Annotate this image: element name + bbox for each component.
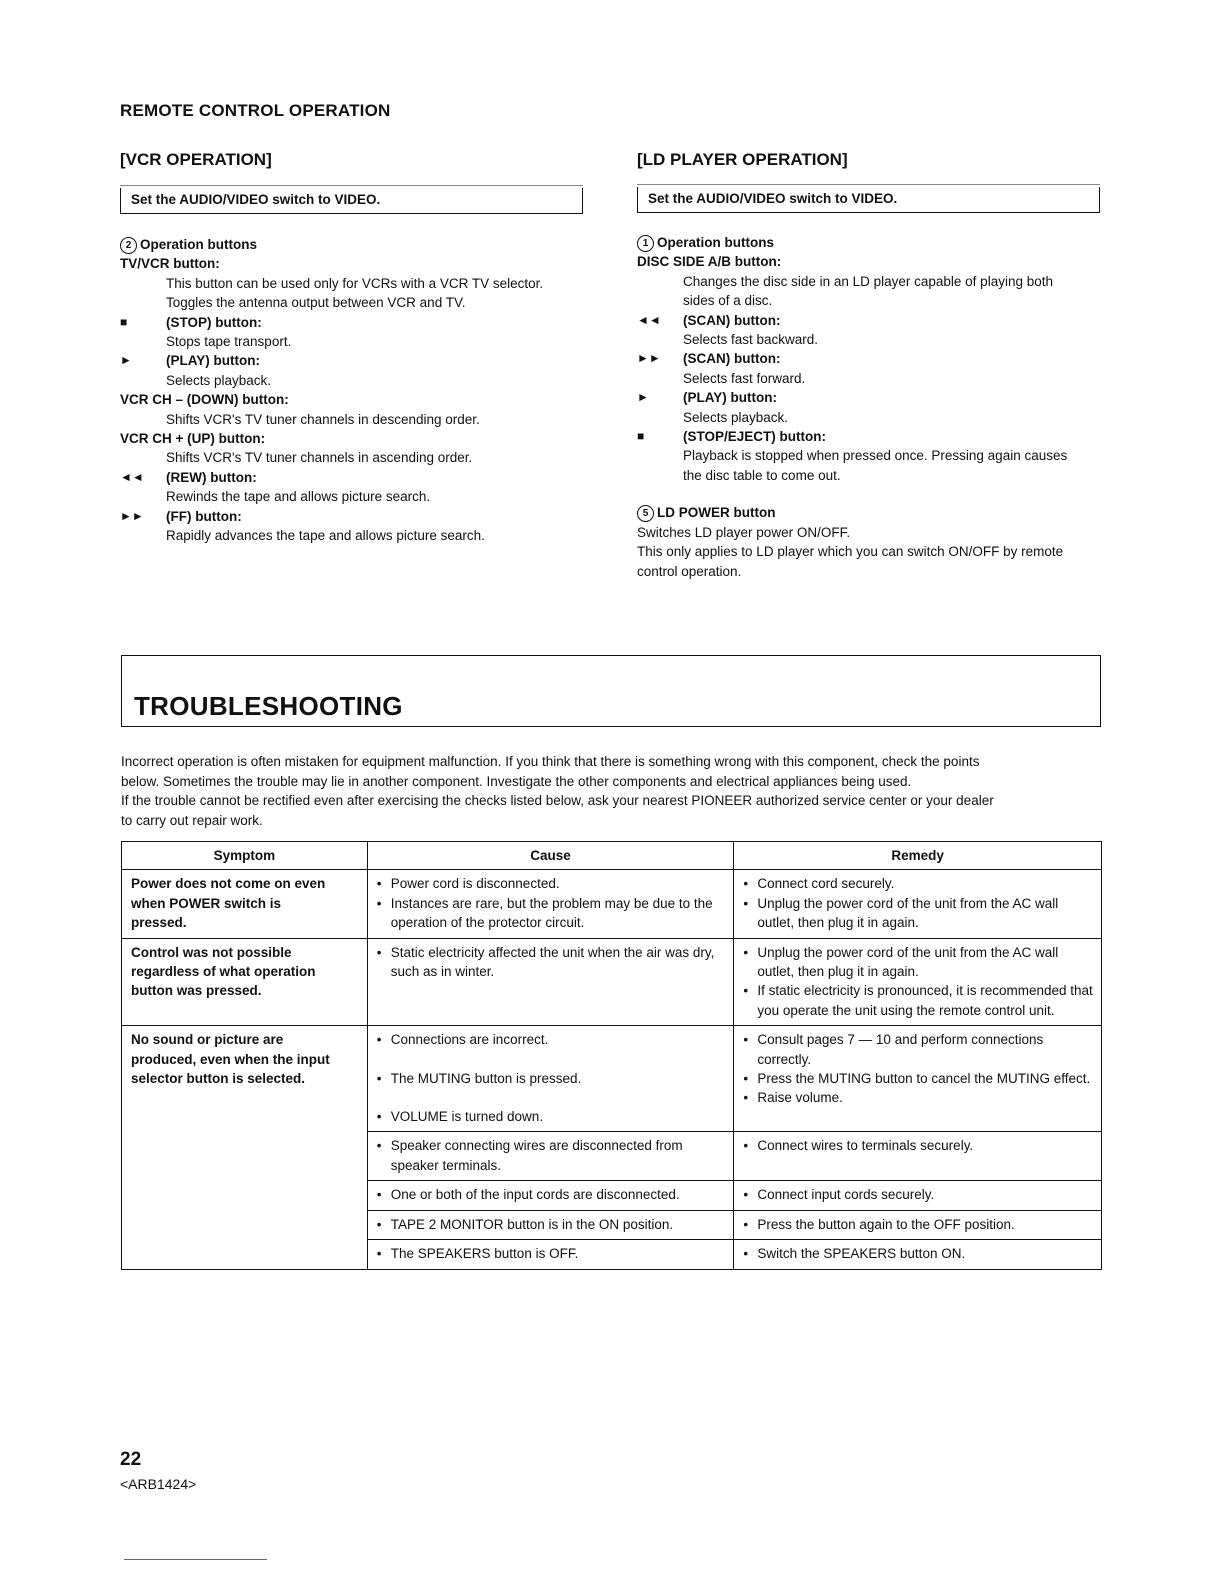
stop-icon: ■ <box>120 314 128 329</box>
vcr-item-desc: Shifts VCR's TV tuner channels in ascending order. <box>166 450 473 466</box>
vcr-item-desc: Stops tape transport. <box>166 334 292 350</box>
cause-item: • Instances are rare, but the problem may be due to the operation of the protector circuit. <box>377 894 726 933</box>
symptom-line: produced, even when the input <box>131 1051 330 1067</box>
ld-item-desc: sides of a disc. <box>683 293 773 309</box>
column-header-remedy: Remedy <box>734 842 1102 870</box>
remedy-cell <box>734 870 1102 938</box>
remedy-item: • Switch the SPEAKERS button ON. <box>743 1244 1093 1263</box>
ld-power-desc: control operation. <box>637 563 742 579</box>
ld-item-label: (SCAN) button: <box>683 351 781 367</box>
symptom-line: regardless of what operation <box>131 964 316 980</box>
ld-notice: Set the AUDIO/VIDEO switch to VIDEO. <box>637 187 1100 213</box>
vcr-heading: [VCR OPERATION] <box>120 150 272 169</box>
symptom-cell <box>122 870 368 938</box>
vcr-item-label: VCR CH + (UP) button: <box>120 431 266 447</box>
vcr-item-desc: This button can be used only for VCRs with a VCR TV selector. <box>166 275 544 291</box>
ld-item-label: DISC SIDE A/B button: <box>637 254 782 270</box>
circled-number: 1 <box>637 235 654 252</box>
remedy-item: • Unplug the power cord of the unit from the AC wall outlet, then plug it in again. <box>743 943 1093 982</box>
symptom-line: selector button is selected. <box>131 1071 306 1087</box>
cause-cell <box>367 1240 734 1269</box>
play-icon: ► <box>120 353 132 368</box>
vcr-operation-list <box>120 235 600 546</box>
remedy-cell <box>734 938 1102 1026</box>
symptom-line: Control was not possible <box>131 944 292 960</box>
vcr-notice: Set the AUDIO/VIDEO switch to VIDEO. <box>120 188 583 214</box>
symptom-line: when POWER switch is <box>131 895 282 911</box>
circled-number: 2 <box>120 237 137 254</box>
rewind-icon: ◄◄ <box>120 469 144 484</box>
cause-item: • Power cord is disconnected. <box>377 874 726 893</box>
circled-number: 5 <box>637 505 654 522</box>
troubleshooting-title: TROUBLESHOOTING <box>134 691 403 721</box>
ld-item-desc: Selects playback. <box>683 409 789 425</box>
cause-item: • The SPEAKERS button is OFF. <box>377 1244 726 1263</box>
remedy-item: • Raise volume. <box>743 1088 1093 1107</box>
remedy-item: • Press the button again to the OFF position. <box>743 1215 1093 1234</box>
table-header-row <box>122 842 1102 870</box>
ld-item-desc: Changes the disc side in an LD player capable of playing both <box>683 273 1053 289</box>
vcr-item-desc: Shifts VCR's TV tuner channels in descending order. <box>166 411 480 427</box>
vcr-item-label: (PLAY) button: <box>166 353 260 369</box>
vcr-group-title: Operation buttons <box>140 237 257 252</box>
column-header-cause: Cause <box>367 842 734 870</box>
intro-line: to carry out repair work. <box>121 812 263 828</box>
vcr-item-desc: Selects playback. <box>166 372 272 388</box>
symptom-line: button was pressed. <box>131 983 262 999</box>
decorative-rule <box>124 1559 267 1560</box>
vcr-item-desc: Toggles the antenna output between VCR and TV. <box>166 295 466 311</box>
troubleshooting-table <box>121 841 1102 1270</box>
ld-item-desc: Selects fast backward. <box>683 332 819 348</box>
cause-item: • VOLUME is turned down. <box>377 1107 726 1126</box>
column-header-symptom: Symptom <box>122 842 368 870</box>
vcr-item-label: TV/VCR button: <box>120 256 220 272</box>
vcr-item-label: (FF) button: <box>166 508 242 524</box>
intro-line: Incorrect operation is often mistaken for equipment malfunction. If you think that there is something wrong with this component, check the points <box>121 754 980 769</box>
section-title: REMOTE CONTROL OPERATION <box>120 101 391 120</box>
stop-eject-icon: ■ <box>637 429 645 444</box>
table-row <box>122 870 1102 938</box>
remedy-item: • Connect cord securely. <box>743 874 1093 893</box>
table-row <box>122 938 1102 1026</box>
fast-forward-icon: ►► <box>120 508 144 523</box>
vcr-item-label: (STOP) button: <box>166 314 262 330</box>
cause-cell <box>367 870 734 938</box>
ld-power-desc: This only applies to LD player which you can switch ON/OFF by remote <box>637 544 1064 560</box>
ld-group-title: Operation buttons <box>657 235 774 250</box>
vcr-item-label: VCR CH – (DOWN) button: <box>120 392 289 408</box>
cause-cell <box>367 1026 734 1132</box>
symptom-cell <box>122 938 368 1026</box>
ld-heading: [LD PLAYER OPERATION] <box>637 150 848 169</box>
remedy-cell <box>734 1026 1102 1132</box>
symptom-line: pressed. <box>131 915 187 931</box>
cause-item: • Connections are incorrect. <box>377 1030 726 1049</box>
remedy-cell <box>734 1210 1102 1239</box>
cause-item: • TAPE 2 MONITOR button is in the ON position. <box>377 1215 726 1234</box>
table-row <box>122 1026 1102 1132</box>
ld-power-title: LD POWER button <box>657 505 776 521</box>
vcr-item-label: (REW) button: <box>166 469 257 485</box>
cause-cell <box>367 938 734 1026</box>
remedy-item: • Consult pages 7 — 10 and perform connections correctly. <box>743 1030 1093 1069</box>
remedy-cell <box>734 1181 1102 1210</box>
intro-line: below. Sometimes the trouble may lie in another component. Investigate the other components and electrical appliances being used. <box>121 773 912 789</box>
troubleshooting-intro <box>121 752 1103 830</box>
ld-item-desc: the disc table to come out. <box>683 467 841 483</box>
symptom-cell <box>122 1026 368 1269</box>
cause-item: • Speaker connecting wires are disconnected from speaker terminals. <box>377 1136 726 1175</box>
remedy-item: • Connect wires to terminals securely. <box>743 1136 1093 1155</box>
cause-cell <box>367 1210 734 1239</box>
ld-power-desc: Switches LD player power ON/OFF. <box>637 524 851 540</box>
troubleshooting-banner <box>121 655 1101 727</box>
remedy-cell <box>734 1132 1102 1181</box>
remedy-item: • If static electricity is pronounced, it is recommended that you operate the unit using the remote control unit. <box>743 981 1093 1020</box>
ld-item-label: (PLAY) button: <box>683 390 777 406</box>
page-number: 22 <box>120 1449 142 1470</box>
symptom-line: Power does not come on even <box>131 876 326 892</box>
scan-forward-icon: ►► <box>637 351 661 366</box>
vcr-item-desc: Rewinds the tape and allows picture search. <box>166 489 431 505</box>
vcr-item-desc: Rapidly advances the tape and allows picture search. <box>166 528 485 544</box>
cause-item: • The MUTING button is pressed. <box>377 1069 726 1088</box>
remedy-item: • Unplug the power cord of the unit from the AC wall outlet, then plug it in again. <box>743 894 1093 933</box>
cause-item: • One or both of the input cords are disconnected. <box>377 1185 726 1204</box>
ld-item-desc: Playback is stopped when pressed once. Pressing again causes <box>683 448 1068 464</box>
scan-backward-icon: ◄◄ <box>637 312 661 327</box>
cause-cell <box>367 1132 734 1181</box>
play-icon: ► <box>637 390 649 405</box>
intro-line: If the trouble cannot be rectified even after exercising the checks listed below, ask your nearest PIONEER authorized service center or your dealer <box>121 793 994 808</box>
ld-operation-list <box>637 233 1107 581</box>
document-code: <ARB1424> <box>120 1476 197 1492</box>
remedy-cell <box>734 1240 1102 1269</box>
cause-item: • Static electricity affected the unit when the air was dry, such as in winter. <box>377 943 726 982</box>
symptom-line: No sound or picture are <box>131 1032 284 1048</box>
ld-item-label: (STOP/EJECT) button: <box>683 429 826 445</box>
remedy-item: • Press the MUTING button to cancel the MUTING effect. <box>743 1069 1093 1088</box>
ld-item-label: (SCAN) button: <box>683 312 781 328</box>
cause-cell <box>367 1181 734 1210</box>
remedy-item: • Connect input cords securely. <box>743 1185 1093 1204</box>
ld-item-desc: Selects fast forward. <box>683 370 806 386</box>
